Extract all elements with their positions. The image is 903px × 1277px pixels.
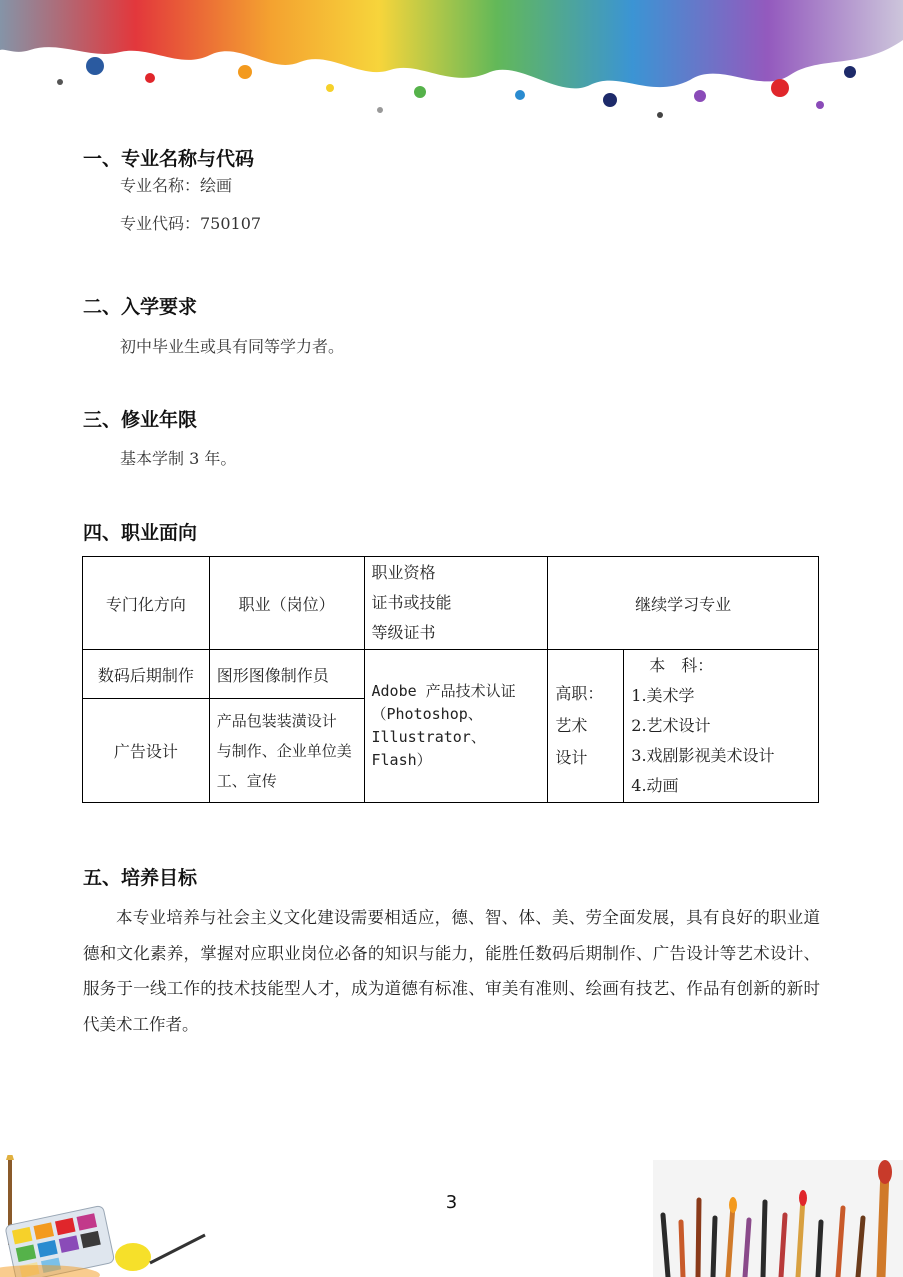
- cert-line: Flash）: [371, 751, 432, 769]
- cert-value: [364, 650, 548, 803]
- page-number: 3: [445, 1192, 458, 1213]
- cert-line: Illustrator、: [371, 728, 486, 746]
- career-table: [82, 556, 819, 803]
- major-code-line: 专业代码：750107: [120, 214, 262, 233]
- row2-job-line: 与制作、企业单位美: [216, 741, 352, 760]
- admission-text: 初中毕业生或具有同等学力者。: [120, 337, 345, 356]
- section-4-heading: 四、职业面向: [83, 522, 198, 544]
- cert-line: Adobe 产品技术认证: [371, 682, 516, 700]
- cert-line: （Photoshop、: [371, 705, 483, 723]
- header-further-study: 继续学习专业: [548, 557, 819, 650]
- section-2-heading: 二、入学要求: [83, 296, 198, 318]
- header-direction: 专门化方向: [83, 557, 210, 650]
- row1-job: 图形图像制作员: [209, 650, 364, 699]
- paint-palette-icon: [0, 1155, 215, 1277]
- bachelor-item: 4.动画: [631, 776, 679, 795]
- paint-splash-banner: [0, 0, 903, 130]
- hv-line: 艺术: [555, 716, 588, 735]
- hv-line: 设计: [555, 748, 588, 767]
- duration-text: 基本学制 3 年。: [120, 449, 237, 468]
- header-cert: [364, 557, 548, 650]
- table-row: [83, 650, 819, 699]
- row1-direction: 数码后期制作: [83, 650, 210, 699]
- paint-brushes-icon: [653, 1160, 903, 1277]
- header-cert-line: 等级证书: [371, 623, 436, 642]
- row2-job-line: 产品包装装潢设计: [216, 711, 337, 730]
- bachelor-item: 3.戏剧影视美术设计: [631, 746, 775, 765]
- header-cert-line: 证书或技能: [371, 593, 452, 612]
- section-5-heading: 五、培养目标: [83, 867, 198, 889]
- section-1-heading: 一、专业名称与代码: [83, 148, 255, 170]
- major-name-line: 专业名称：绘画: [120, 176, 233, 195]
- bachelor-item: 2.艺术设计: [631, 716, 711, 735]
- table-header-row: [83, 557, 819, 650]
- hv-line: 高职：: [555, 684, 604, 703]
- section-3-heading: 三、修业年限: [83, 409, 198, 431]
- row2-direction: 广告设计: [83, 699, 210, 803]
- bachelor-majors: [624, 650, 819, 803]
- training-goal-paragraph: 本专业培养与社会主义文化建设需要相适应，德、智、体、美、劳全面发展，具有良好的职业道德和文化素养，掌握对应职业岗位必备的知识与能力，能胜任数码后期制作、广告设计等艺术设计、服务于一线工作的技术技能型人才，成为道德有标准、审美有准则、绘画有技艺、作品有创新的新时代美术工作者。: [83, 908, 820, 1034]
- bachelor-title: 本 科：: [649, 656, 714, 675]
- header-cert-line: 职业资格: [371, 563, 436, 582]
- bachelor-item: 1.美术学: [631, 686, 695, 705]
- higher-vocational: [548, 650, 624, 803]
- row2-job-line: 工、宣传: [216, 771, 277, 790]
- row2-job: [209, 699, 364, 803]
- header-job: 职业（岗位）: [209, 557, 364, 650]
